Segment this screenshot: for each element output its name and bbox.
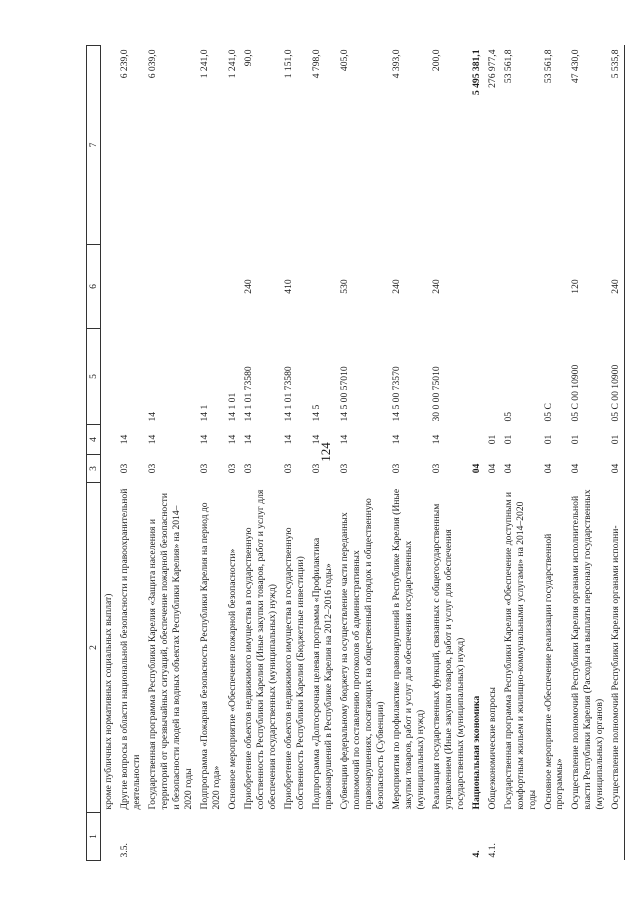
target-article-code: 14 1	[198, 404, 210, 422]
row-number	[101, 813, 117, 861]
expense-type-code	[469, 245, 485, 329]
expense-type-code: 410	[282, 279, 294, 294]
subsection-code: 01	[570, 434, 582, 445]
amount: 53 561,8	[542, 49, 554, 84]
subsection-code: 14	[430, 434, 442, 445]
subsection-code: 01	[502, 434, 514, 445]
row-name: Приобретение объектов недвижимого имущества в государственную собственность Республики Карелия (Иные закупки товаров, работ и услуг для обеспечения государственных (муниципальных) нужд)	[242, 489, 278, 810]
table-row	[241, 46, 281, 861]
row-name: Основное мероприятие «Обеспечение реализации государственной программы»	[542, 533, 566, 810]
target-article-code: 14 1 01 73580	[242, 366, 254, 422]
target-article-code: 30 0 00 75010	[430, 366, 442, 422]
row-number	[608, 813, 624, 861]
target-article-code: 14 5 00 57010	[338, 366, 350, 422]
subsection-code: 14	[198, 434, 210, 445]
expense-type-code: 120	[570, 279, 582, 294]
amount: 6 239,0	[118, 49, 130, 79]
table-row	[117, 46, 145, 861]
amount: 1 151,0	[282, 49, 294, 79]
row-name: Субвенции федеральному бюджету на осуществление части переданных полномочий по составлению протоколов об административных правонарушениях, посягающих на общественный порядок и общественную безопасность (Субвенции)	[338, 498, 386, 810]
row-number	[541, 813, 569, 861]
column-header: 4	[87, 425, 101, 455]
column-header: 7	[87, 46, 101, 245]
amount: 405,0	[338, 49, 350, 72]
column-header-row	[87, 46, 101, 861]
expense-type-code	[485, 245, 501, 329]
section-code: 03	[430, 463, 442, 474]
column-header: 1	[87, 813, 101, 861]
subsection-code	[101, 425, 117, 455]
row-number: 3.5.	[118, 843, 130, 858]
row-number	[337, 813, 389, 861]
amount: 47 430,0	[570, 49, 582, 84]
column-header: 6	[87, 245, 101, 329]
row-number	[568, 813, 608, 861]
target-article-code: 05 С	[542, 403, 554, 422]
table-row	[145, 46, 197, 861]
table-row	[101, 46, 117, 861]
amount: 200,0	[430, 49, 442, 72]
row-number	[309, 813, 337, 861]
section-code: 04	[470, 463, 482, 474]
table-row	[429, 46, 469, 861]
target-article-code: 05 С 00 10900	[570, 364, 582, 422]
amount: 1 241,0	[198, 49, 210, 79]
subsection-code: 14	[310, 434, 322, 445]
table-row	[501, 46, 541, 861]
row-number	[281, 813, 309, 861]
subsection-code: 14	[338, 434, 350, 445]
subsection-code	[469, 425, 485, 455]
column-header: 3	[87, 455, 101, 483]
page-number: 124	[318, 442, 333, 462]
row-number	[501, 813, 541, 861]
section-code: 03	[198, 463, 210, 474]
row-number	[225, 813, 241, 861]
row-name: Осуществление полномочий Республики Карелия органами исполни-	[608, 483, 624, 813]
budget-table	[86, 45, 625, 861]
section-code: 03	[282, 463, 294, 474]
row-name: Основное мероприятие «Обеспечение пожарной безопасности»	[226, 548, 238, 810]
expense-type-code	[117, 245, 145, 329]
expense-type-code: 240	[430, 279, 442, 294]
section-code: 03	[226, 463, 238, 474]
subsection-code: 14	[146, 434, 158, 445]
row-number	[197, 813, 225, 861]
target-article-code	[485, 329, 501, 425]
row-name: Общеэкономические вопросы	[486, 687, 498, 810]
target-article-code: 05 С 00 10900	[608, 329, 624, 425]
amount: 5 535,8	[608, 46, 624, 245]
section-code	[101, 455, 117, 483]
section-code: 03	[242, 463, 254, 474]
expense-type-code: 240	[608, 245, 624, 329]
amount	[101, 46, 117, 245]
expense-type-code: 240	[390, 279, 402, 294]
budget-table-rotated	[86, 46, 622, 861]
amount: 4 798,0	[310, 49, 322, 79]
section-code: 04	[502, 463, 514, 474]
amount: 53 561,8	[502, 49, 514, 84]
expense-type-code: 530	[338, 279, 350, 294]
subsection-code: 01	[608, 425, 624, 455]
target-article-code	[117, 329, 145, 425]
table-row	[568, 46, 608, 861]
subsection-code: 14	[118, 434, 130, 445]
expense-type-code	[197, 245, 225, 329]
target-article-code: 14 5	[310, 404, 322, 422]
target-article-code	[101, 329, 117, 425]
row-name: Мероприятия по профилактике правонарушений в Республике Карелия (Иные закупки товаров, работ и услуг для обеспечения государственных (муниципальных) нужд)	[390, 488, 426, 810]
row-name: Государственная программа Республики Карелия «Защита населения и территорий от чрезвычайных ситуаций, обеспечение пожарной безопасности и безопасности людей на водных объектах Республики Карелия» на 2014–2020 годы	[146, 493, 194, 810]
row-name: кроме публичных нормативных социальных выплат)	[103, 593, 114, 810]
row-name: Национальная экономика	[470, 695, 482, 810]
expense-type-code	[541, 245, 569, 329]
row-name: Приобретение объектов недвижимого имущества в государственную собственность Республики Карелия (Бюджетные инвестиции)	[282, 527, 306, 810]
subsection-code: 14	[226, 434, 238, 445]
subsection-code: 01	[486, 434, 498, 445]
section-code: 04	[542, 463, 554, 474]
row-number	[241, 813, 281, 861]
section-code: 04	[486, 463, 498, 474]
section-code: 04	[608, 455, 624, 483]
section-code: 03	[146, 463, 158, 474]
row-name: Подпрограмма «Долгосрочная целевая программа «Профилактика правонарушений в Республике Карелия на 2012–2016 годы»	[310, 537, 334, 810]
row-name: Реализация государственных функций, связанных с общегосударственным управлением (Иные закупки товаров, работ и услуг для обеспечения государственных (муниципальных) нужд)	[430, 503, 466, 810]
section-code: 03	[310, 463, 322, 474]
amount: 6 039,0	[146, 49, 158, 79]
row-number	[389, 813, 429, 861]
subsection-code: 01	[542, 434, 554, 445]
target-article-code: 14 1 01 73580	[282, 366, 294, 422]
row-name: Осуществление полномочий Республики Карелия органами исполнительной власти Республики Карелия (Расходы на выплаты персоналу государственных (муниципальных) органов)	[570, 489, 606, 810]
expense-type-code: 240	[242, 279, 254, 294]
table-row-section-total	[469, 46, 485, 861]
subsection-code: 14	[282, 434, 294, 445]
target-article-code: 05	[502, 411, 514, 422]
row-number: 4.1.	[486, 843, 498, 858]
table-row	[541, 46, 569, 861]
row-name: Подпрограмма «Пожарная безопасность Республики Карелия на период до 2020 года»	[198, 502, 222, 810]
expense-type-code	[225, 245, 241, 329]
row-name: Другие вопросы в области национальной безопасности и правоохранительной деятельности	[118, 488, 142, 810]
amount: 90,0	[242, 49, 254, 67]
table-row	[485, 46, 501, 861]
table-row	[389, 46, 429, 861]
target-article-code: 14 1 01	[226, 392, 238, 422]
table-row	[197, 46, 225, 861]
section-code: 03	[390, 463, 402, 474]
amount: 1 241,0	[226, 49, 238, 79]
section-code: 04	[570, 463, 582, 474]
expense-type-code	[101, 245, 117, 329]
row-number: 4.	[470, 850, 482, 858]
expense-type-code	[145, 245, 197, 329]
column-header: 5	[87, 329, 101, 425]
budget-table-container	[86, 46, 622, 861]
table-row	[281, 46, 309, 861]
section-code: 03	[338, 463, 350, 474]
expense-type-code	[501, 245, 541, 329]
subsection-code: 14	[242, 434, 254, 445]
amount: 4 393,0	[390, 49, 402, 79]
table-row	[225, 46, 241, 861]
row-number	[145, 813, 197, 861]
target-article-code: 14 5 00 73570	[390, 366, 402, 422]
table-row	[608, 46, 624, 861]
target-article-code: 14	[146, 411, 158, 422]
column-header: 2	[87, 483, 101, 813]
subsection-code: 14	[390, 434, 402, 445]
table-row	[337, 46, 389, 861]
table-row	[309, 46, 337, 861]
amount: 5 495 381,1	[470, 49, 482, 96]
target-article-code	[469, 329, 485, 425]
expense-type-code	[309, 245, 337, 329]
section-code: 03	[118, 463, 130, 474]
row-number	[429, 813, 469, 861]
amount: 276 977,4	[486, 49, 498, 88]
row-name: Государственная программа Республики Карелия «Обеспечение доступным и комфортным жильем и жилищно-коммунальными услугами» на 2014–2020 годы	[502, 491, 538, 810]
